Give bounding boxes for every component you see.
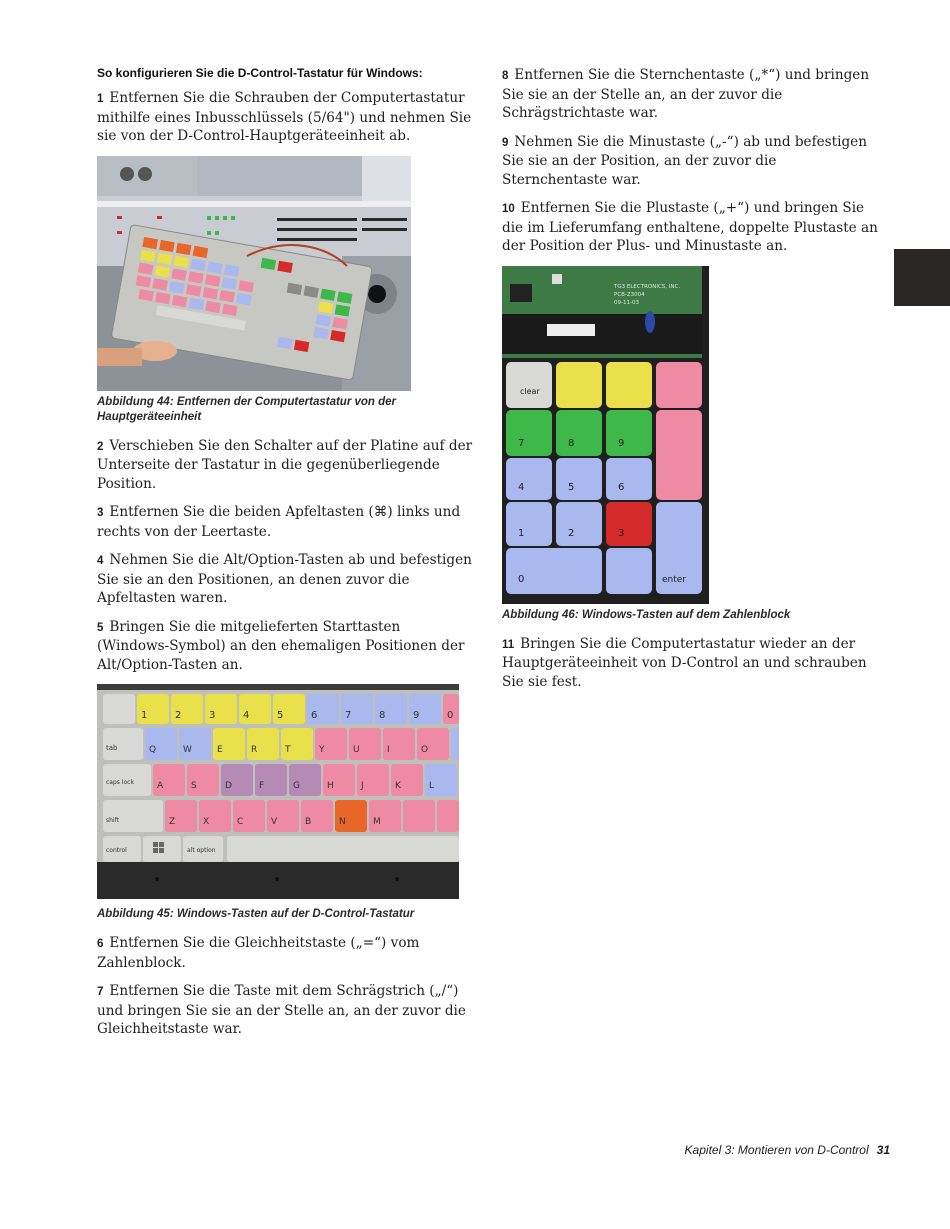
step-text: Entfernen Sie die Sternchentaste („*“) und bringen Sie sie an der Stelle an, an der zuvor die Schrägstrichtaste war.: [502, 67, 870, 121]
key-label: E: [217, 745, 223, 755]
key-label: G: [293, 781, 300, 791]
step-text: Nehmen Sie die Alt/Option-Tasten ab und befestigen Sie sie an den Positionen, an denen zuvor die Apfeltasten waren.: [97, 552, 472, 606]
figure-44-caption: Abbildung 44: Entfernen der Computertastatur von der Hauptgeräteeinheit: [97, 395, 397, 423]
key-label: alt option: [187, 847, 216, 854]
procedure-heading: So konfigurieren Sie die D-Control-Tastatur für Windows:: [97, 66, 423, 80]
step-text: Entfernen Sie die Taste mit dem Schrägstrich („/“) und bringen Sie sie an der Stelle an, an der zuvor die Gleichheitstaste war.: [97, 983, 466, 1037]
step-number: 5: [97, 621, 104, 634]
step-number: 11: [502, 638, 515, 651]
figure-45-caption: Abbildung 45: Windows-Tasten auf der D-Control-Tastatur: [97, 908, 415, 920]
step-3: [97, 503, 475, 541]
step-8: [502, 66, 884, 123]
figure-46-photo: [502, 266, 709, 604]
step-9: [502, 133, 884, 190]
key-label: Q: [149, 745, 157, 755]
step-text: Entfernen Sie die Schrauben der Computertastatur mithilfe eines Inbusschlüssels (5/64") und nehmen Sie sie von der D-Control-Hauptgeräteeinheit ab.: [97, 90, 472, 144]
key-label: Y: [319, 745, 325, 755]
key-label: W: [183, 745, 192, 755]
step-number: 8: [502, 70, 509, 82]
page-footer: [685, 1143, 890, 1157]
step-text: Bringen Sie die Computertastatur wieder an der Hauptgeräteeinheit von D-Control an und schrauben Sie sie fest.: [502, 635, 867, 690]
key-label: 2: [568, 527, 575, 539]
key-label: 8: [568, 437, 575, 449]
board-label: TG3 ELECTRONICS, INC.: [614, 283, 681, 290]
key-label: 6: [618, 481, 625, 493]
key-label: I: [387, 745, 390, 755]
key-label: 3: [618, 527, 625, 539]
key-label: 7: [518, 437, 525, 449]
key-label: 3: [209, 710, 216, 721]
step-text: Verschieben Sie den Schalter auf der Platine auf der Unterseite der Tastatur in die gegenüberliegende Position.: [97, 437, 473, 492]
key-label: 5: [568, 481, 575, 493]
key-label: 7: [345, 710, 352, 721]
key-label: M: [373, 817, 381, 827]
right-column: [502, 66, 884, 701]
key-label: U: [353, 745, 360, 755]
key-label: N: [339, 817, 346, 827]
key-label: control: [106, 847, 127, 854]
step-number: 10: [502, 203, 515, 215]
key-label: F: [259, 781, 265, 791]
step-number: 1: [97, 93, 104, 105]
step-6: [97, 934, 475, 972]
step-text: Entfernen Sie die beiden Apfeltasten (⌘) links und rechts von der Leertaste.: [97, 504, 461, 540]
step-4: [97, 551, 475, 608]
board-label: PCB-Z3004: [614, 291, 645, 298]
key-label: enter: [662, 574, 687, 585]
chapter-title: Kapitel 3: Montieren von D-Control: [684, 1143, 869, 1157]
step-10: [502, 199, 884, 256]
key-label: 0: [518, 573, 525, 585]
step-number: 6: [97, 938, 104, 950]
key-label: O: [421, 745, 429, 755]
step-11: [502, 635, 884, 692]
key-label: S: [191, 781, 197, 791]
key-label: 1: [141, 710, 148, 721]
step-text: Bringen Sie die mitgelieferten Starttasten (Windows-Symbol) an den ehemaligen Positionen der Alt/Option-Tasten an.: [97, 618, 465, 673]
key-label: D: [225, 781, 232, 791]
key-label: V: [271, 817, 278, 827]
key-label: clear: [520, 386, 540, 396]
key-label: 5: [277, 710, 284, 721]
step-number: 2: [97, 440, 104, 453]
key-label: L: [429, 781, 435, 791]
step-number: 4: [97, 555, 104, 567]
step-text: Nehmen Sie die Minustaste („-“) ab und befestigen Sie sie an der Position, an der zuvor die Sternchentaste war.: [502, 133, 867, 188]
key-label: A: [157, 781, 164, 791]
key-label: 1: [518, 527, 525, 539]
key-label: caps lock: [106, 779, 134, 786]
key-label: 8: [379, 710, 386, 721]
key-label: Z: [169, 817, 176, 827]
key-label: R: [251, 745, 258, 755]
left-column: [97, 66, 475, 1049]
key-label: J: [361, 781, 364, 791]
board-label: 09-11-03: [614, 299, 639, 306]
key-label: 9: [413, 710, 420, 721]
step-2: [97, 437, 475, 494]
figure-44-photo: [97, 156, 411, 391]
key-label: T: [285, 745, 291, 755]
step-number: 3: [97, 507, 104, 519]
chapter-tab-marker: [894, 249, 950, 306]
key-label: K: [395, 781, 401, 791]
step-7: [97, 982, 475, 1039]
key-label: B: [305, 817, 312, 827]
step-number: 9: [502, 136, 509, 149]
key-label: shift: [106, 817, 119, 824]
key-label: 6: [311, 710, 318, 721]
step-number: 7: [97, 986, 104, 998]
key-label: 2: [175, 710, 182, 721]
key-label: 4: [518, 481, 525, 493]
key-label: X: [203, 817, 210, 827]
figure-46-caption: Abbildung 46: Windows-Tasten auf dem Zahlenblock: [502, 608, 791, 621]
key-label: C: [237, 817, 244, 827]
key-label: H: [327, 781, 334, 791]
step-text: Entfernen Sie die Plustaste („+“) und bringen Sie die im Lieferumfang enthaltene, doppelte Plustaste an der Position der Plus- und Minustaste an.: [502, 200, 878, 254]
page-number: 31: [876, 1143, 890, 1157]
key-label: 0: [447, 710, 454, 721]
key-label: 4: [243, 710, 250, 721]
step-5: [97, 618, 475, 675]
step-text: Entfernen Sie die Gleichheitstaste („=“) vom Zahlenblock.: [97, 935, 420, 971]
key-label: tab: [106, 744, 118, 752]
key-label: 9: [618, 437, 625, 449]
figure-45-photo: [97, 684, 459, 899]
step-1: [97, 89, 475, 146]
